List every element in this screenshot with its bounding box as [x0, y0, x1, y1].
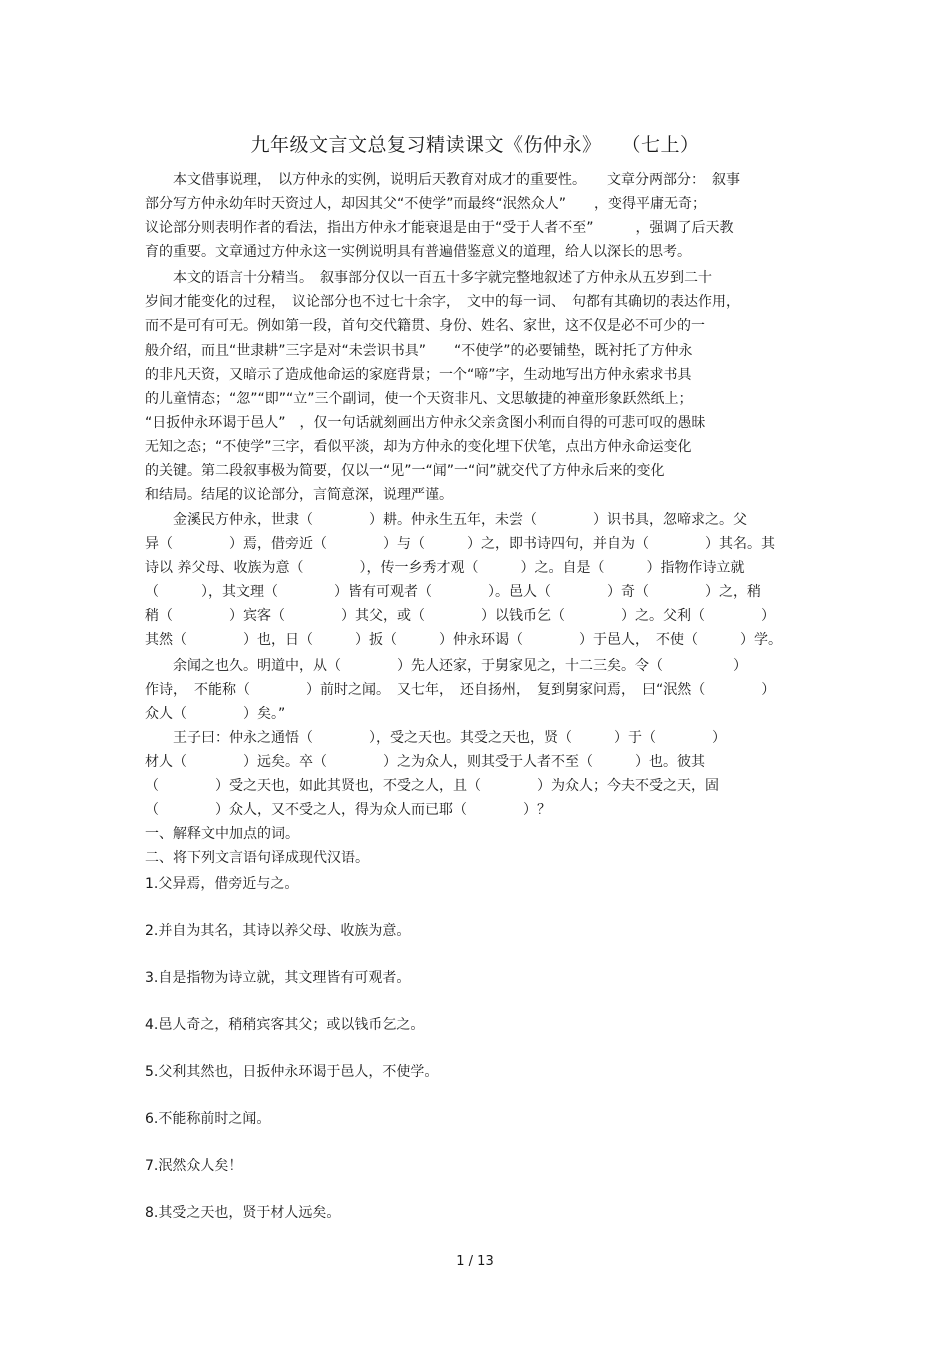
translation-question: 8.其受之天也，贤于材人远矣。 [145, 1205, 341, 1221]
classical-text-line: 材人（ ）远矣。卒（ ）之为众人，则其受于人者不至（ ）也。彼其 [145, 754, 705, 770]
intro-line: 部分写方仲永幼年时天资过人，却因其父“不使学”而最终“泯然众人” ，变得平庸无奇； [145, 196, 707, 212]
classical-text-line: 稍（ ）宾客（ ）其父，或（ ）以钱币乞（ ）之。父利（ ） [145, 608, 775, 624]
intro-line: 的儿童情态；“忽”“即”“立”三个副词，使一个天资非凡、文思敏捷的神童形象跃然纸上； [145, 391, 693, 407]
classical-text-line: 作诗， 不能称（ ）前时之闻。 又七年， 还自扬州， 复到舅家问焉， 曰“泯然（ ） [145, 682, 776, 698]
classical-text-line: （ ）众人，又不受之人，得为众人而已耶（ ）？ [145, 802, 551, 818]
intro-line: 本文借事说理， 以方仲永的实例，说明后天教育对成才的重要性。 文章分两部分： 叙事 [145, 172, 740, 188]
intro-line: 岁间才能变化的过程， 议论部分也不过七十余字， 文中的每一词、 句都有其确切的表达作用， [145, 294, 740, 310]
translation-question: 5.父利其然也，日扳仲永环谒于邑人，不使学。 [145, 1064, 439, 1080]
question-heading: 二、将下列文言语句译成现代汉语。 [145, 850, 369, 866]
translation-question: 1.父异焉，借旁近与之。 [145, 876, 299, 892]
intro-line: 的关键。第二段叙事极为简要，仅以一“见”一“闻”一“问”就交代了方仲永后来的变化 [145, 463, 665, 479]
classical-text-line: 异（ ）焉，借旁近（ ）与（ ）之，即书诗四句，并自为（ ）其名。其 [145, 536, 775, 552]
classical-text-line: 余闻之也久。明道中，从（ ）先人还家，于舅家见之，十二三矣。令（ ） [145, 658, 747, 674]
translation-question: 4.邑人奇之，稍稍宾客其父；或以钱币乞之。 [145, 1017, 425, 1033]
intro-line: 的非凡天资，又暗示了造成他命运的家庭背景；一个“啼”字，生动地写出方仲永索求书具 [145, 367, 692, 383]
translation-question: 7.泯然众人矣！ [145, 1158, 243, 1174]
intro-line: 本文的语言十分精当。 叙事部分仅以一百五十多字就完整地叙述了方仲永从五岁到二十 [145, 270, 712, 286]
intro-line: 和结局。结尾的议论部分，言简意深，说理严谨。 [145, 487, 453, 503]
intro-line: 育的重要。文章通过方仲永这一实例说明具有普遍借鉴意义的道理，给人以深长的思考。 [145, 244, 691, 260]
translation-question: 6.不能称前时之闻。 [145, 1111, 271, 1127]
classical-text-line: （ ）受之天也，如此其贤也，不受之人，且（ ）为众人；今夫不受之天，固 [145, 778, 719, 794]
classical-text-line: 其然（ ）也，日（ ）扳（ ）仲永环谒（ ）于邑人， 不使（ ）学。 [145, 632, 782, 648]
translation-question: 3.自是指物为诗立就，其文理皆有可观者。 [145, 970, 411, 986]
intro-line: “日扳仲永环谒于邑人” ，仅一句话就刻画出方仲永父亲贪图小利而自得的可悲可叹的愚昧 [145, 415, 706, 431]
classical-text-line: 金溪民方仲永，世隶（ ）耕。仲永生五年，未尝（ ）识书具，忽啼求之。父 [145, 512, 747, 528]
document-title: 九年级文言文总复习精读课文《伤仲永》 （七上） [250, 134, 700, 156]
translation-question: 2.并自为其名，其诗以养父母、收族为意。 [145, 923, 411, 939]
classical-text-line: （ ），其文理（ ）皆有可观者（ ）。邑人（ ）奇（ ）之，稍 [145, 584, 761, 600]
intro-line: 般介绍，而且“世隶耕”三字是对“未尝识书具” “不使学”的必要铺垫，既衬托了方仲永 [145, 343, 693, 359]
classical-text-line: 王子曰：仲永之通悟（ ），受之天也。其受之天也，贤（ ）于（ ） [145, 730, 726, 746]
classical-text-line: 诗以 养父母、收族为意（ ），传一乡秀才观（ ）之。自是（ ）指物作诗立就 [145, 560, 745, 576]
page-number: 1 / 13 [456, 1254, 494, 1269]
intro-line: 无知之态；“不使学”三字，看似平淡，却为方仲永的变化埋下伏笔，点出方仲永命运变化 [145, 439, 692, 455]
question-heading: 一、解释文中加点的词。 [145, 826, 299, 842]
intro-line: 而不是可有可无。例如第一段，首句交代籍贯、身份、姓名、家世，这不仅是必不可少的一 [145, 318, 705, 334]
intro-line: 议论部分则表明作者的看法，指出方仲永才能衰退是由于“受于人者不至” ，强调了后天教 [145, 220, 734, 236]
classical-text-line: 众人（ ）矣。” [145, 706, 286, 722]
